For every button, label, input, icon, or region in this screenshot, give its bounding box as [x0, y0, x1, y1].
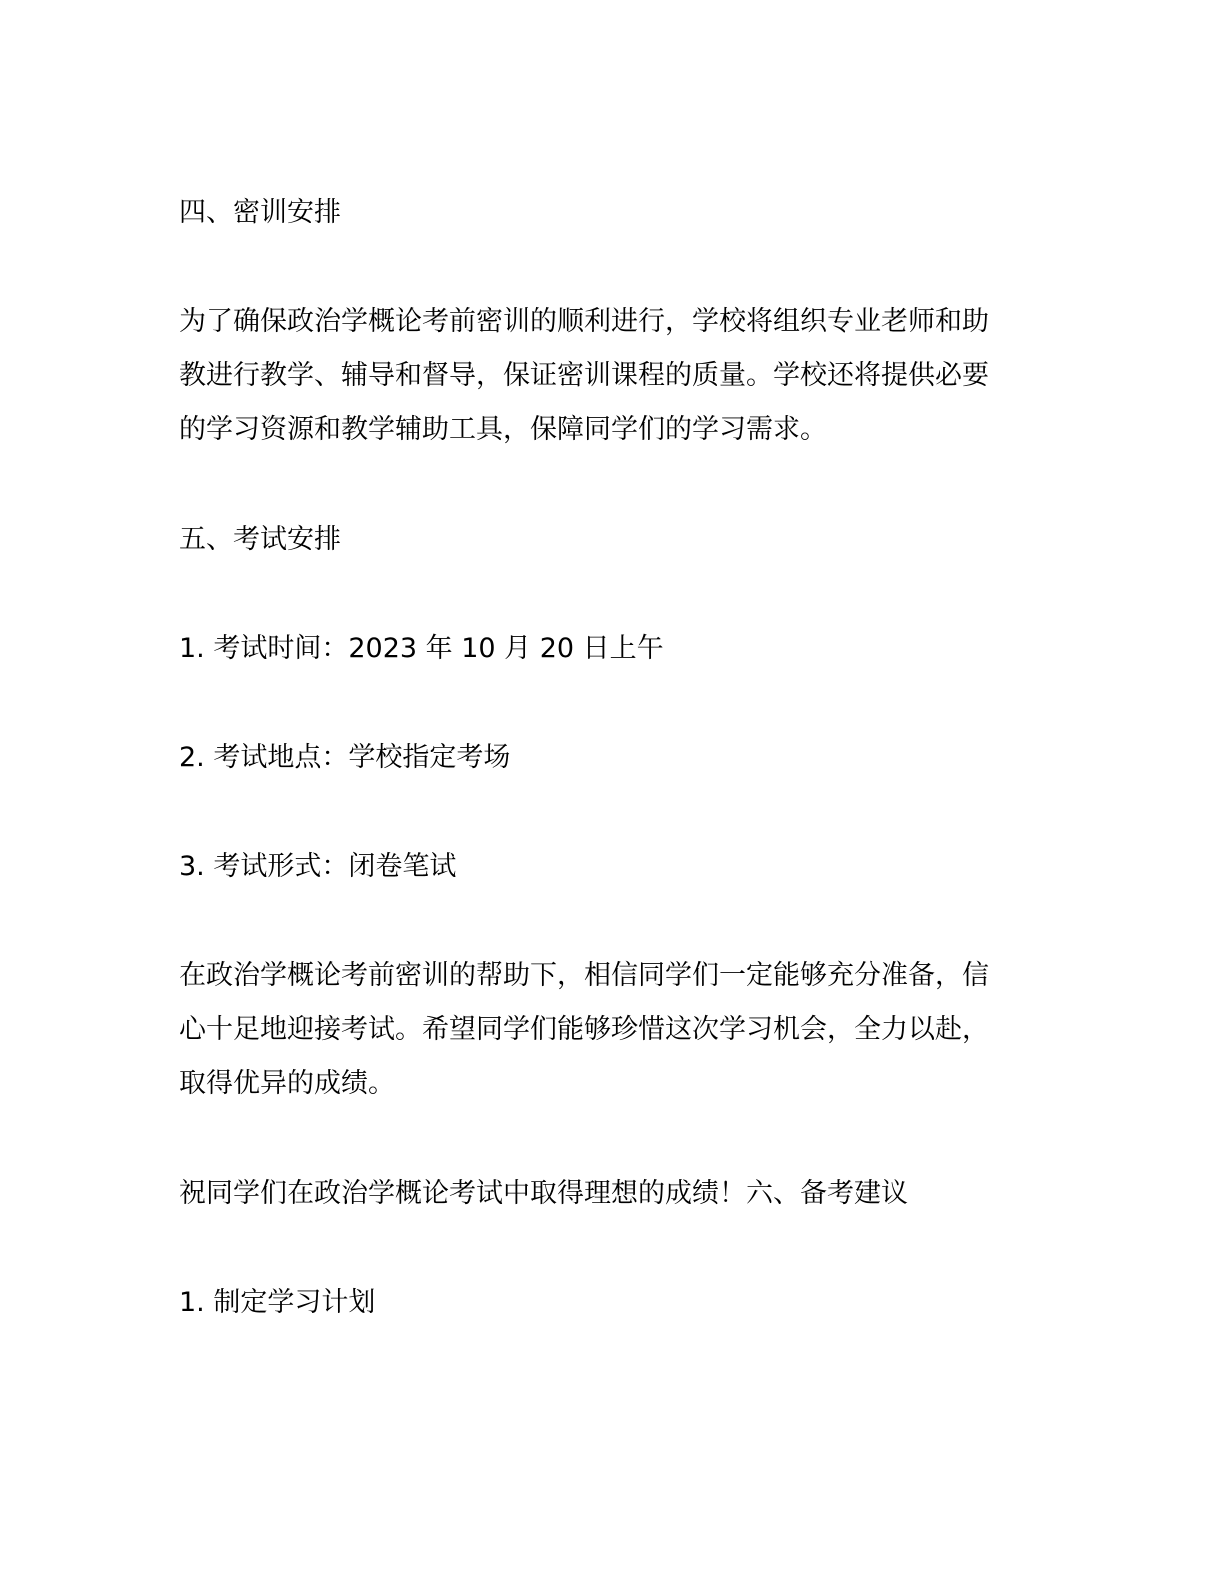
paragraph-line: 在政治学概论考前密训的帮助下，相信同学们一定能够充分准备，信 — [179, 960, 989, 991]
section-4-heading: 四、密训安排 — [179, 197, 341, 228]
paragraph-line: 心十足地迎接考试。希望同学们能够珍惜这次学习机会，全力以赴， — [179, 1014, 989, 1045]
section-4-paragraph — [179, 295, 1039, 457]
exam-item-location: 2. 考试地点：学校指定考场 — [179, 742, 511, 773]
exam-item-time: 1. 考试时间：2023 年 10 月 20 日上午 — [179, 633, 664, 664]
exam-item-format: 3. 考试形式：闭卷笔试 — [179, 851, 457, 882]
section-6-item-1: 1. 制定学习计划 — [179, 1287, 376, 1318]
wish-and-section-6-heading: 祝同学们在政治学概论考试中取得理想的成绩！六、备考建议 — [179, 1178, 908, 1209]
paragraph-line: 的学习资源和教学辅助工具，保障同学们的学习需求。 — [179, 414, 827, 445]
paragraph-line: 为了确保政治学概论考前密训的顺利进行，学校将组织专业老师和助 — [179, 306, 989, 337]
paragraph-line: 取得优异的成绩。 — [179, 1068, 395, 1099]
closing-paragraph — [179, 949, 1039, 1111]
section-5-heading: 五、考试安排 — [179, 524, 341, 555]
paragraph-line: 教进行教学、辅导和督导，保证密训课程的质量。学校还将提供必要 — [179, 360, 989, 391]
